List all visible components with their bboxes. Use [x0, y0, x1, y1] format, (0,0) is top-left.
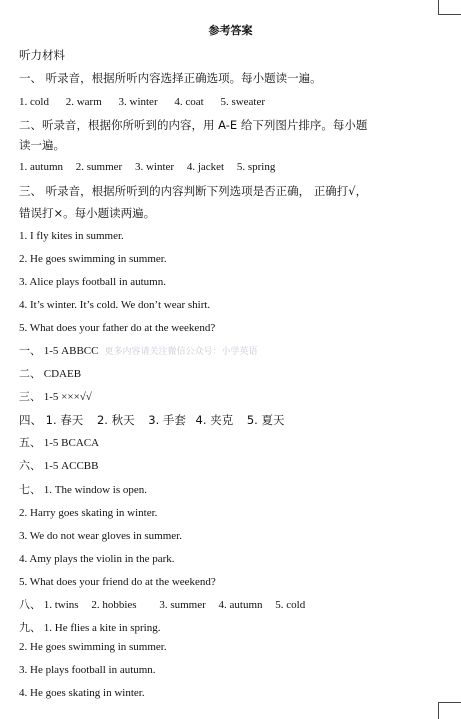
answer-item: 2. summer: [75, 161, 123, 173]
part2-instruction-line1: 二、听录音，根据你所听到的内容，用 A-E 给下列图片排序。每小题: [19, 118, 368, 132]
answer-item: 5. cold: [275, 599, 306, 611]
answer-item: 秋天: [111, 413, 135, 427]
answer-item: 5.: [246, 413, 258, 427]
part7-line: 七、 1. The window is open.: [19, 484, 148, 496]
part3-sentence: 2. He goes swimming in summer.: [19, 253, 167, 265]
answer-part5: 五、 1-5 BCACA: [19, 437, 100, 449]
part3-sentence: 5. What does your father do at the weekend?: [19, 322, 216, 334]
part7-line: 4. Amy plays the violin in the park.: [19, 553, 175, 565]
part3-instruction-line2: 错误打×。每小题读两遍。: [19, 206, 156, 220]
answer-item: 手套: [162, 413, 186, 427]
answer-item: 3. winter: [118, 96, 158, 108]
answer-part3: 三、 1-5 ×××√√: [19, 391, 92, 403]
answer-item: 3. summer: [159, 599, 206, 611]
answer-item: 4. coat: [174, 96, 204, 108]
part9-line: 4. He goes skating in winter.: [19, 687, 145, 699]
page-corner-mark-bottom: [438, 702, 461, 719]
answer-part4: [19, 413, 284, 427]
watermark-text: 更多内容请关注微信公众号：小学英语: [104, 347, 258, 357]
answer-item: 5. spring: [236, 161, 276, 173]
answer-item: 夏天: [261, 413, 285, 427]
answer-item: 2. hobbies: [91, 599, 137, 611]
part2-instruction-line2: 读一遍。: [19, 138, 65, 152]
answer-part2: 二、 CDAEB: [19, 368, 82, 380]
answer-item: 1. cold: [19, 96, 49, 108]
answer-item: 4. autumn: [218, 599, 263, 611]
answer-item: 4.: [195, 413, 207, 427]
answer-item: 1. twins: [43, 599, 79, 611]
part3-sentence: 4. It’s winter. It’s cold. We don’t wear shirt.: [19, 299, 211, 311]
part3-sentence: 1. I fly kites in summer.: [19, 230, 124, 242]
part9-line: 九、 1. He flies a kite in spring.: [19, 622, 161, 634]
answer-prefix: 四、 1.: [19, 413, 57, 427]
page-title: 参考答案: [208, 24, 253, 37]
page-corner-mark-top: [438, 0, 461, 15]
part1-instruction: 一、 听录音，根据所听内容选择正确选项。每小题读一遍。: [19, 71, 322, 85]
section-heading: 听力材料: [19, 48, 65, 62]
part7-line: 2. Harry goes skating in winter.: [19, 507, 158, 519]
part7-line: 5. What does your friend do at the weekend?: [19, 576, 216, 588]
part2-answers: [19, 160, 275, 174]
answer-item: 2. warm: [65, 96, 102, 108]
answer-item: 2.: [96, 413, 108, 427]
answer-item: 4. jacket: [186, 161, 225, 173]
part9-line: 2. He goes swimming in summer.: [19, 641, 167, 653]
answer-item: 3.: [148, 413, 160, 427]
part3-instruction-line1: 三、 听录音，根据所听到的内容判断下列选项是否正确， 正确打√，: [19, 184, 368, 198]
answer-item: 5. sweater: [220, 96, 266, 108]
part3-sentence: 3. Alice plays football in autumn.: [19, 276, 166, 288]
answer-item: 1. autumn: [19, 161, 63, 173]
answer-part6: 六、 1-5 ACCBB: [19, 460, 99, 472]
answer-text: 一、 1-5 ABBCC: [19, 345, 99, 357]
answer-prefix: 八、: [19, 599, 41, 611]
answer-item: 春天: [60, 413, 84, 427]
answer-part1: [19, 344, 257, 359]
answer-item: 3. winter: [134, 161, 175, 173]
part8-answers: [19, 598, 305, 612]
part7-line: 3. We do not wear gloves in summer.: [19, 530, 182, 542]
part9-line: 3. He plays football in autumn.: [19, 664, 156, 676]
part1-answers: [19, 95, 265, 109]
answer-item: 夹克: [210, 413, 234, 427]
